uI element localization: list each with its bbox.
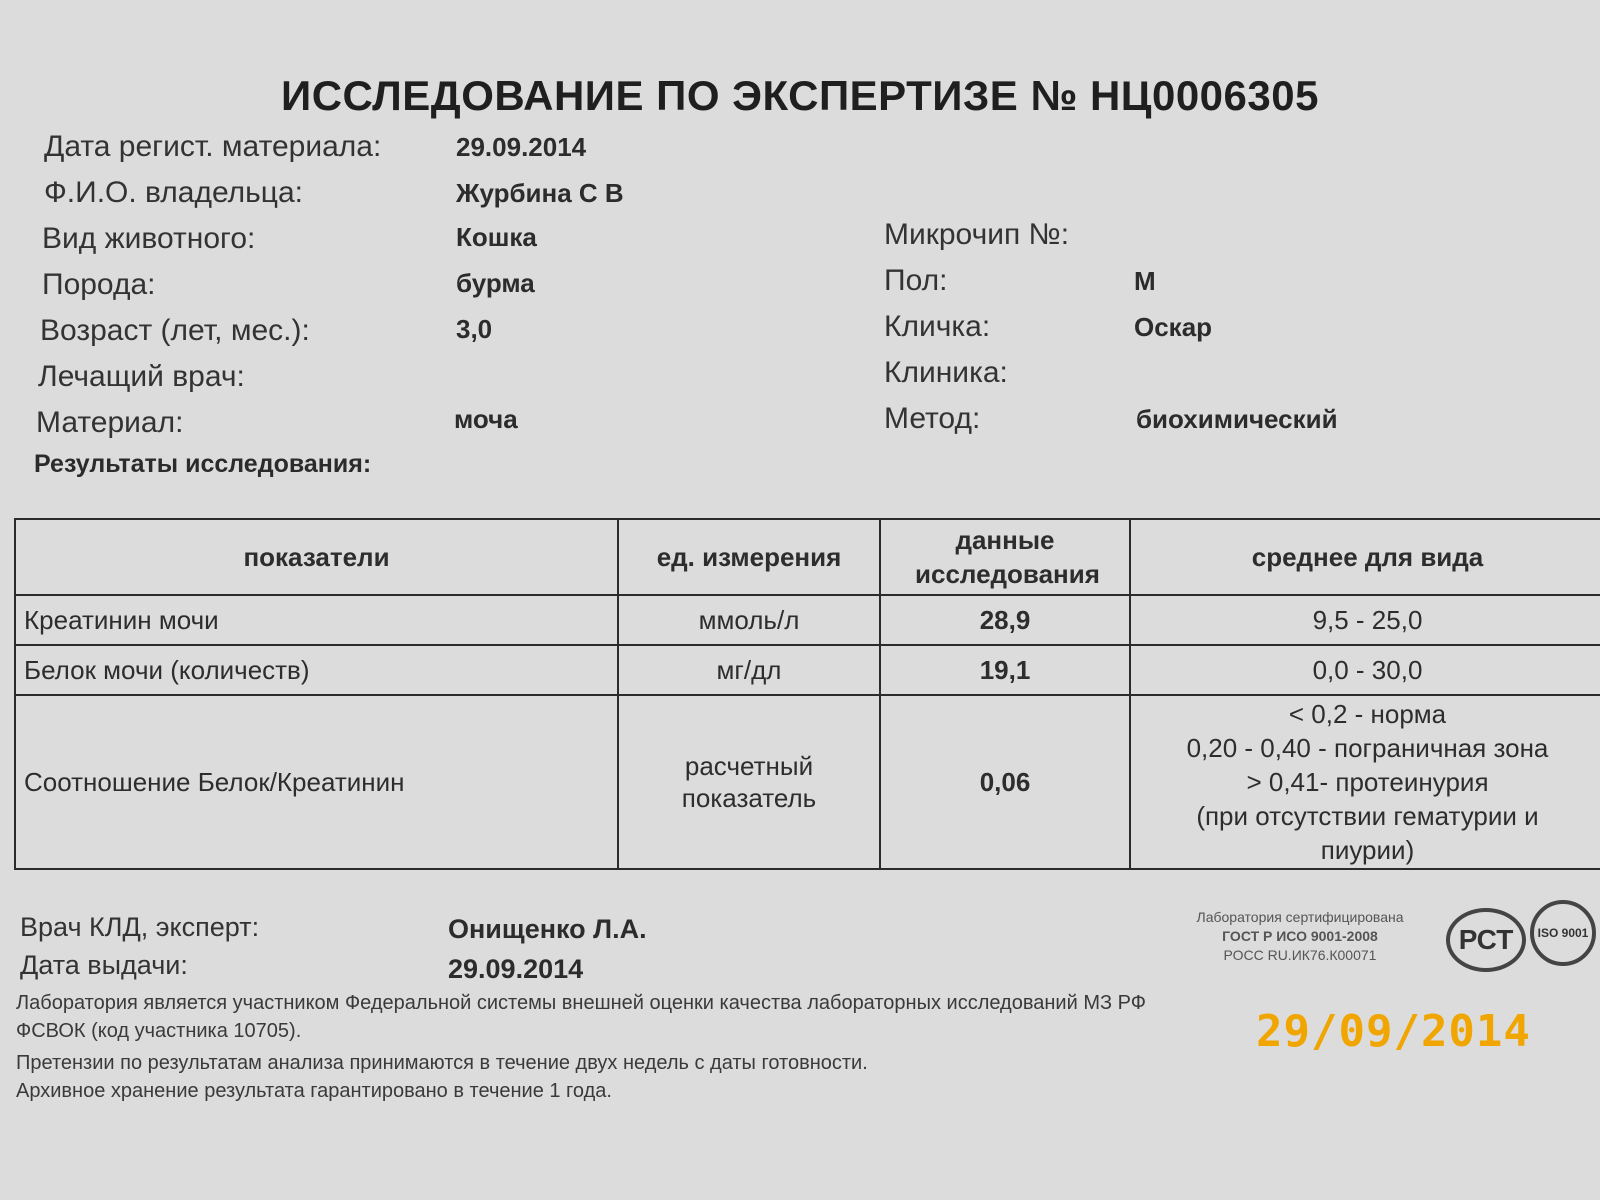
cert-line: РОСС RU.ИК76.К00071: [1223, 947, 1377, 963]
owner-label: Ф.И.О. владельца:: [44, 176, 304, 209]
age-label: Возраст (лет, мес.):: [40, 314, 310, 347]
breed-value: бурма: [456, 268, 535, 298]
clinic-label: Клиника:: [884, 356, 1008, 389]
age-value: 3,0: [456, 314, 493, 344]
camera-date-stamp: 29/09/2014: [1256, 1006, 1531, 1057]
table-header-row: [15, 519, 1600, 595]
row-value: 0,06: [880, 695, 1130, 869]
reg-date-label: Дата регист. материала:: [44, 130, 382, 163]
rst-logo-icon: РСТ: [1446, 908, 1526, 972]
cert-line: ГОСТ Р ИСО 9001-2008: [1222, 928, 1378, 944]
row-value: 19,1: [880, 645, 1130, 695]
row-norm: 9,5 - 25,0: [1130, 595, 1600, 645]
row-value: 28,9: [880, 595, 1130, 645]
reg-date-value: 29.09.2014: [456, 132, 587, 162]
col-header-unit: ед. измерения: [618, 519, 880, 595]
owner-value: Журбина С В: [456, 178, 624, 208]
species-value: Кошка: [456, 222, 537, 252]
issue-date-label: Дата выдачи:: [20, 950, 188, 980]
species-label: Вид животного:: [42, 222, 256, 255]
doctor-label: Лечащий врач:: [38, 360, 245, 393]
col-header-indicator: показатели: [15, 519, 618, 595]
col-header-value: [880, 519, 1130, 595]
material-label: Материал:: [36, 406, 184, 439]
col-header-norm: среднее для вида: [1130, 519, 1600, 595]
row-unit: ммоль/л: [618, 595, 880, 645]
note-line: ФСВОК (код участника 10705).: [16, 1020, 302, 1042]
row-name: Креатинин мочи: [15, 595, 618, 645]
results-table: [14, 518, 1600, 870]
certification-block: [1150, 908, 1450, 965]
note-line: Претензии по результатам анализа принимаются в течение двух недель с даты готовности.: [16, 1052, 868, 1074]
document-title: ИССЛЕДОВАНИЕ ПО ЭКСПЕРТИЗЕ № НЦ0006305: [281, 72, 1319, 119]
row-name: Соотношение Белок/Креатинин: [15, 695, 618, 869]
method-label: Метод:: [884, 402, 981, 435]
breed-label: Порода:: [42, 268, 156, 301]
pet-name-label: Кличка:: [884, 310, 991, 343]
note-line: Архивное хранение результата гарантировано в течение 1 года.: [16, 1080, 612, 1102]
col-header-value-text: данные исследования: [915, 525, 1100, 589]
method-value: биохимический: [1136, 404, 1338, 434]
expert-label: Врач КЛД, эксперт:: [20, 912, 260, 942]
material-value: моча: [454, 404, 518, 434]
table-row: [15, 645, 1600, 695]
issue-date-value: 29.09.2014: [448, 954, 584, 984]
row-unit: [618, 695, 880, 869]
iso-logo-icon: ISO 9001: [1530, 900, 1596, 966]
row-name: Белок мочи (количеств): [15, 645, 618, 695]
note-line: Лаборатория является участником Федеральной системы внешней оценки качества лабораторных исследований МЗ РФ: [16, 992, 1146, 1014]
expert-name: Онищенко Л.А.: [448, 914, 647, 944]
row-norm: [1130, 695, 1600, 869]
table-row: [15, 695, 1600, 869]
norm-line: > 0,41- протеинурия: [1246, 767, 1489, 797]
microchip-label: Микрочип №:: [884, 218, 1070, 251]
norm-line: < 0,2 - норма: [1288, 699, 1447, 729]
results-heading: Результаты исследования:: [34, 450, 372, 478]
row-norm: 0,0 - 30,0: [1130, 645, 1600, 695]
norm-line: пиурии): [1320, 835, 1415, 865]
row-unit: мг/дл: [618, 645, 880, 695]
table-row: [15, 595, 1600, 645]
sex-value: М: [1134, 266, 1156, 296]
sex-label: Пол:: [884, 264, 948, 297]
row-unit-text: расчетный показатель: [681, 751, 817, 813]
cert-line: Лаборатория сертифицирована: [1196, 909, 1404, 925]
norm-line: (при отсутствии гематурии и: [1196, 801, 1539, 831]
norm-line: 0,20 - 0,40 - пограничная зона: [1186, 733, 1549, 763]
pet-name-value: Оскар: [1134, 312, 1213, 342]
